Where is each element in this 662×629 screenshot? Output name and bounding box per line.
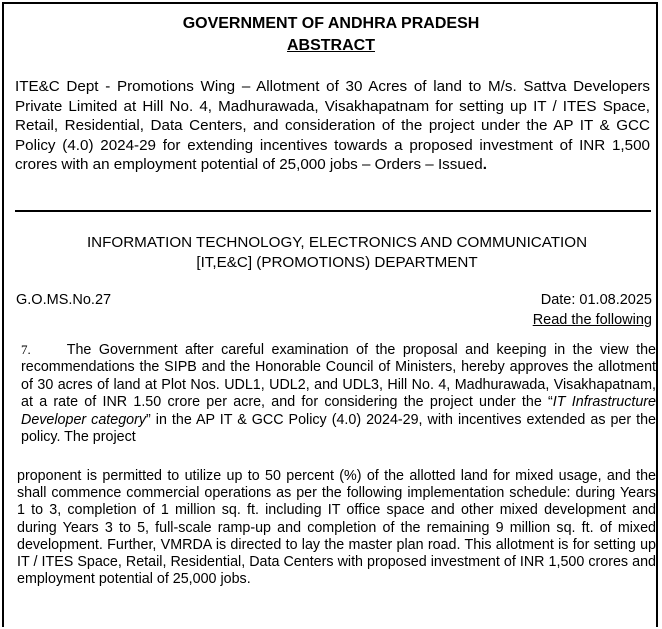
subject-paragraph xyxy=(15,77,650,175)
read-the-following: Read the following xyxy=(532,312,652,328)
subject-text: ITE&C Dept - Promotions Wing – Allotment of 30 Acres of land to M/s. Sattva Developers Private Limited at Hill No. 4, Madhurawada, Visakhapatnam for setting up IT / ITES Space, Retail, Residential, Data Centers, and consideration of the project under the AP IT & GCC Policy (4.0) 2024-29 for extending incentives towards a proposed investment of INR 1,500 crores with an employment potential of 25,000 jobs – Orders – Issued xyxy=(15,78,650,173)
order-number: G.O.MS.No.27 xyxy=(16,292,112,308)
paragraph-7-text-b: ” in the AP IT & GCC Policy (4.0) 2024-29, with incentives extended as per the policy. The project xyxy=(21,411,657,446)
abstract-heading xyxy=(0,36,662,56)
paragraph-continued: proponent is permitted to utilize up to 50 percent (%) of the allotted land for mixed usage, and the shall commence commercial operations as per the following implementation schedule: during Years 1 to 3, completion of 1 million sq. ft. including IT office space and other mixed development and during Years 3 to 5, full-scale ramp-up and completion of the remaining 9 million sq. ft. of mixed development. Further, VMRDA is directed to lay the master plan road. This allotment is for setting up IT / ITES Space, Retail, Residential, Data Centers with proposed investment of INR 1,500 crores and employment potential of 25,000 jobs. xyxy=(17,468,656,588)
abstract-label: ABSTRACT xyxy=(287,37,375,54)
department-heading xyxy=(0,233,662,273)
paragraph-7-italic: IT Infrastructure Developer category xyxy=(21,394,656,428)
department-line-2: [IT,E&C] (PROMOTIONS) DEPARTMENT xyxy=(196,254,478,271)
paragraph-7-text-a: The Government after careful examination of the proposal and keeping in the view the recommendations the SIPB and the Honorable Council of Ministers, hereby approves the allotment of 30 acres of land at Plot Nos. UDL1, UDL2, and UDL3, Hill No. 4, Madhurawada, Visakhapatnam, at a rate of INR 1.50 crore per acre, and for considering the project under the “ xyxy=(21,342,656,411)
paragraph-7 xyxy=(21,341,656,446)
department-line-1: INFORMATION TECHNOLOGY, ELECTRONICS AND COMMUNICATION xyxy=(86,234,588,251)
paragraph-number: 7. xyxy=(21,342,31,357)
order-date: Date: 01.08.2025 xyxy=(540,292,652,308)
government-heading: GOVERNMENT OF ANDHRA PRADESH xyxy=(182,15,480,32)
subject-end-mark: . xyxy=(482,156,487,173)
section-divider xyxy=(15,210,651,212)
